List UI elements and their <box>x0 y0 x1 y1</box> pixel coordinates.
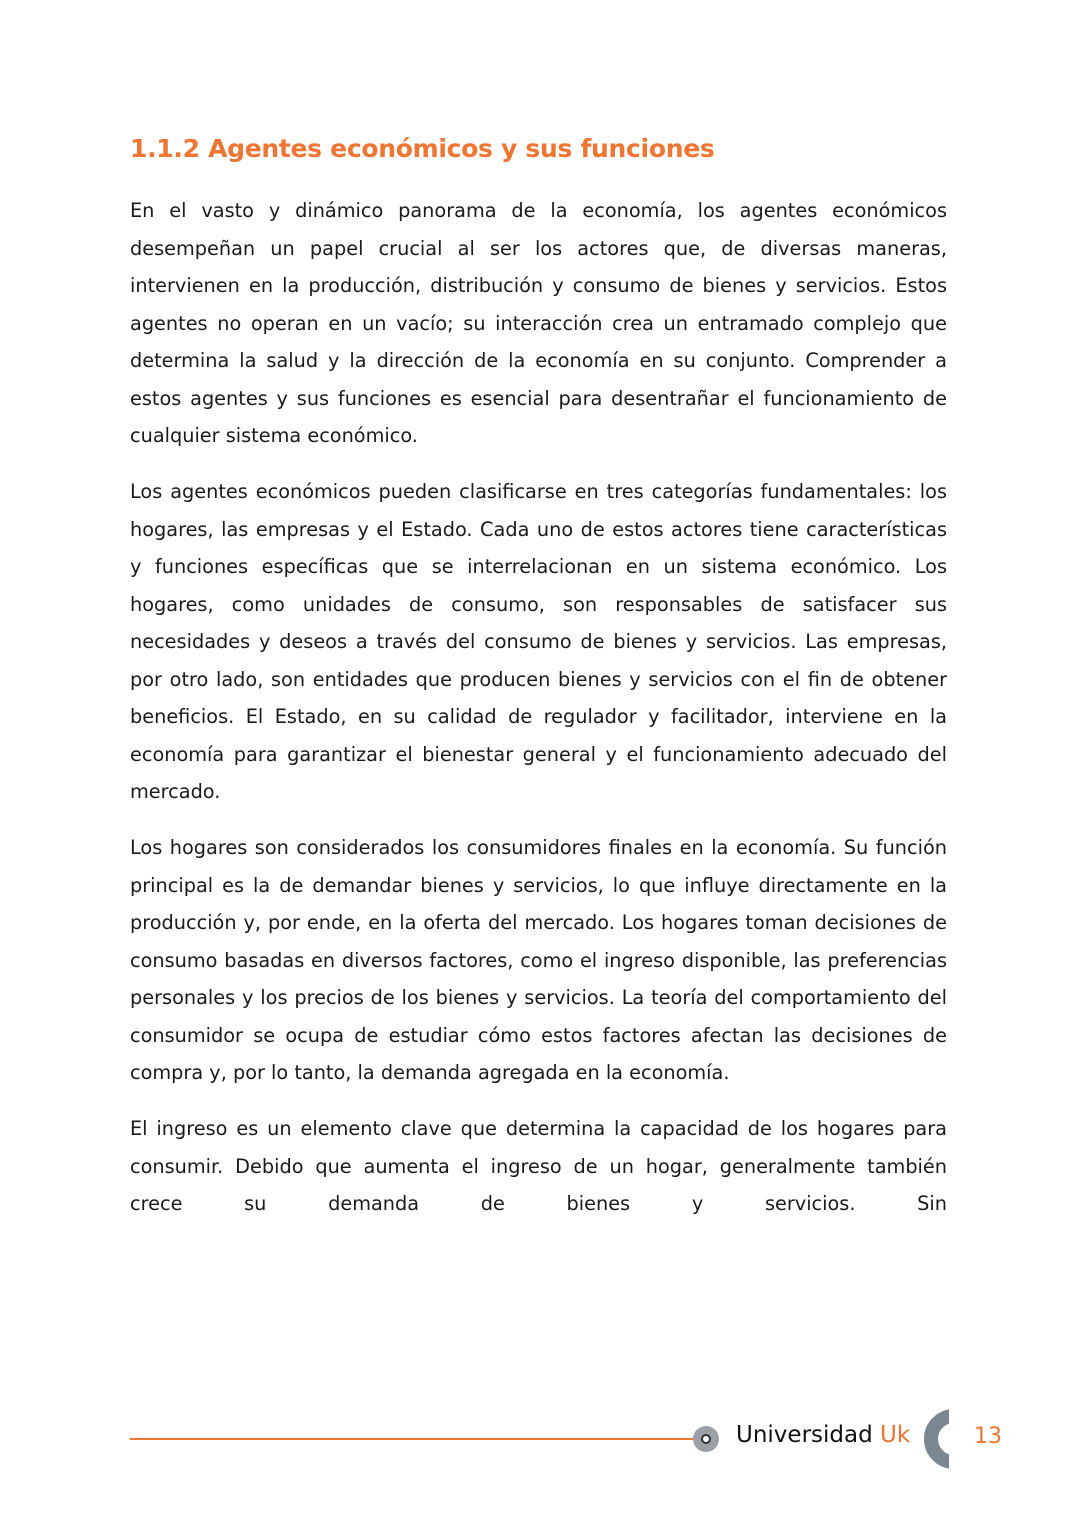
paragraph: El ingreso es un elemento clave que determina la capacidad de los hogares para consumir. Debido que aumenta el ingreso de un hogar, generalmente también crece su demanda de bienes y servicios. Sin <box>130 1117 947 1215</box>
section-heading: 1.1.2 Agentes económicos y sus funciones <box>130 134 715 163</box>
paragraph: En el vasto y dinámico panorama de la economía, los agentes económicos desempeñan un papel crucial al ser los actores que, de diversas maneras, intervienen en la producción, distribución y consumo de bienes y servicios. Estos agentes no operan en un vacío; su interacción crea un entramado complejo que determina la salud y la dirección de la economía en su conjunto. Comprender a estos agentes y sus funciones es esencial para desentrañar el funcionamiento de cualquier sistema económico. <box>130 199 947 447</box>
paragraph: Los agentes económicos pueden clasificarse en tres categorías fundamentales: los hogares, las empresas y el Estado. Cada uno de estos actores tiene características y funciones específicas que se interrelacionan en un sistema económico. Los hogares, como unidades de consumo, son responsables de satisfacer sus necesidades y deseos a través del consumo de bienes y servicios. Las empresas, por otro lado, son entidades que producen bienes y servicios con el fin de obtener beneficios. El Estado, en su calidad de regulador y facilitador, interviene en la economía para garantizar el bienestar general y el funcionamiento adecuado del mercado. <box>130 480 947 803</box>
page-number: 13 <box>974 1424 1002 1449</box>
footer-bullet-icon <box>693 1426 719 1452</box>
decorative-arc-icon <box>924 1409 949 1469</box>
body-text <box>130 192 947 1241</box>
paragraph: Los hogares son considerados los consumidores finales en la economía. Su función principal es la de demandar bienes y servicios, lo que influye directamente en la producción y, por ende, en la oferta del mercado. Los hogares toman decisiones de consumo basadas en diversos factores, como el ingreso disponible, las preferencias personales y los precios de los bienes y servicios. La teoría del comportamiento del consumidor se ocupa de estudiar cómo estos factores afectan las decisiones de compra y, por lo tanto, la demanda agregada en la economía. <box>130 836 947 1084</box>
brand-accent: Uk <box>880 1422 911 1448</box>
footer-divider <box>130 1438 695 1440</box>
brand-main: Universidad <box>736 1422 873 1448</box>
brand-logo <box>736 1422 910 1448</box>
